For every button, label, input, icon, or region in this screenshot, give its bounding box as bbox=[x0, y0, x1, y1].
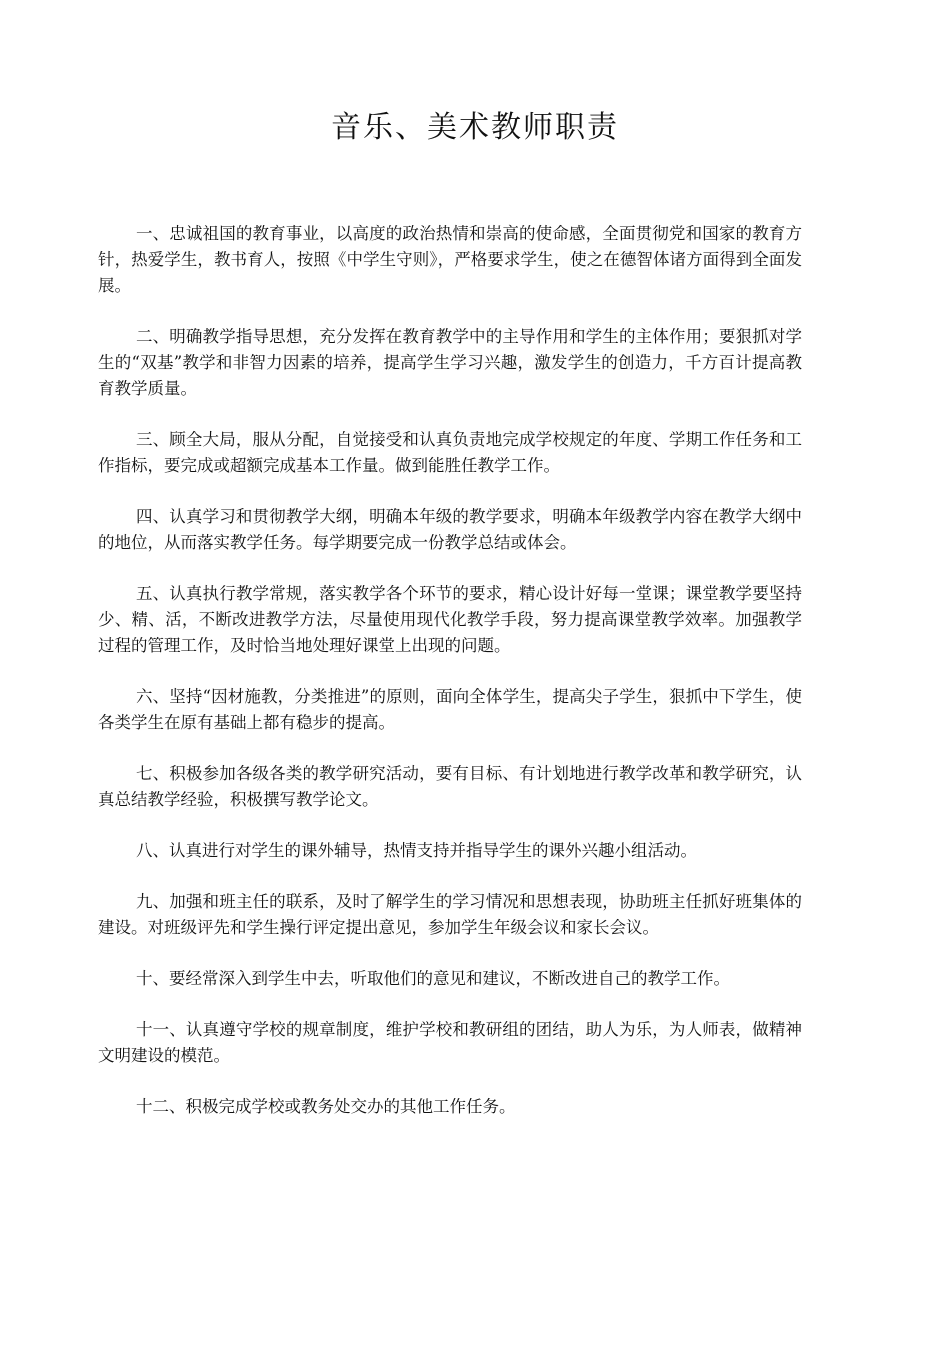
clause-4: 四、认真学习和贯彻教学大纲，明确本年级的教学要求，明确本年级教学内容在教学大纲中的地位，从而落实教学任务。每学期要完成一份教学总结或体会。 bbox=[98, 507, 802, 552]
clause-1: 一、忠诚祖国的教育事业，以高度的政治热情和崇高的使命感，全面贯彻党和国家的教育方针，热爱学生，教书育人，按照《中学生守则》，严格要求学生，使之在德智体诸方面得到全面发展。 bbox=[98, 224, 802, 295]
clause-3: 三、顾全大局，服从分配，自觉接受和认真负责地完成学校规定的年度、学期工作任务和工作指标，要完成或超额完成基本工作量。做到能胜任教学工作。 bbox=[98, 430, 802, 475]
clause-8: 八、认真进行对学生的课外辅导，热情支持并指导学生的课外兴趣小组活动。 bbox=[135, 841, 697, 860]
clause-10: 十、要经常深入到学生中去，听取他们的意见和建议，不断改进自己的教学工作。 bbox=[135, 969, 730, 988]
clause-11: 十一、认真遵守学校的规章制度，维护学校和教研组的团结，助人为乐，为人师表，做精神文明建设的模范。 bbox=[98, 1020, 802, 1065]
clause-5: 五、认真执行教学常规，落实教学各个环节的要求，精心设计好每一堂课；课堂教学要坚持少、精、活，不断改进教学方法，尽量使用现代化教学手段，努力提高课堂教学效率。加强教学过程的管理工作，及时恰当地处理好课堂上出现的问题。 bbox=[98, 584, 802, 655]
clause-2: 二、明确教学指导思想，充分发挥在教育教学中的主导作用和学生的主体作用；要狠抓对学生的“双基”教学和非智力因素的培养，提高学生学习兴趣，激发学生的创造力，千方百计提高教育教学质量。 bbox=[98, 327, 802, 398]
document-body bbox=[98, 221, 802, 1145]
clause-9: 九、加强和班主任的联系，及时了解学生的学习情况和思想表现，协助班主任抓好班集体的建设。对班级评先和学生操行评定提出意见，参加学生年级会议和家长会议。 bbox=[98, 892, 802, 937]
clause-7: 七、积极参加各级各类的教学研究活动，要有目标、有计划地进行教学改革和教学研究，认真总结教学经验，积极撰写教学论文。 bbox=[98, 764, 802, 809]
clause-6: 六、坚持“因材施教，分类推进”的原则，面向全体学生，提高尖子学生，狠抓中下学生，使各类学生在原有基础上都有稳步的提高。 bbox=[98, 687, 802, 732]
document-title: 音乐、美术教师职责 bbox=[331, 110, 619, 145]
clause-12: 十二、积极完成学校或教务处交办的其他工作任务。 bbox=[135, 1097, 516, 1116]
